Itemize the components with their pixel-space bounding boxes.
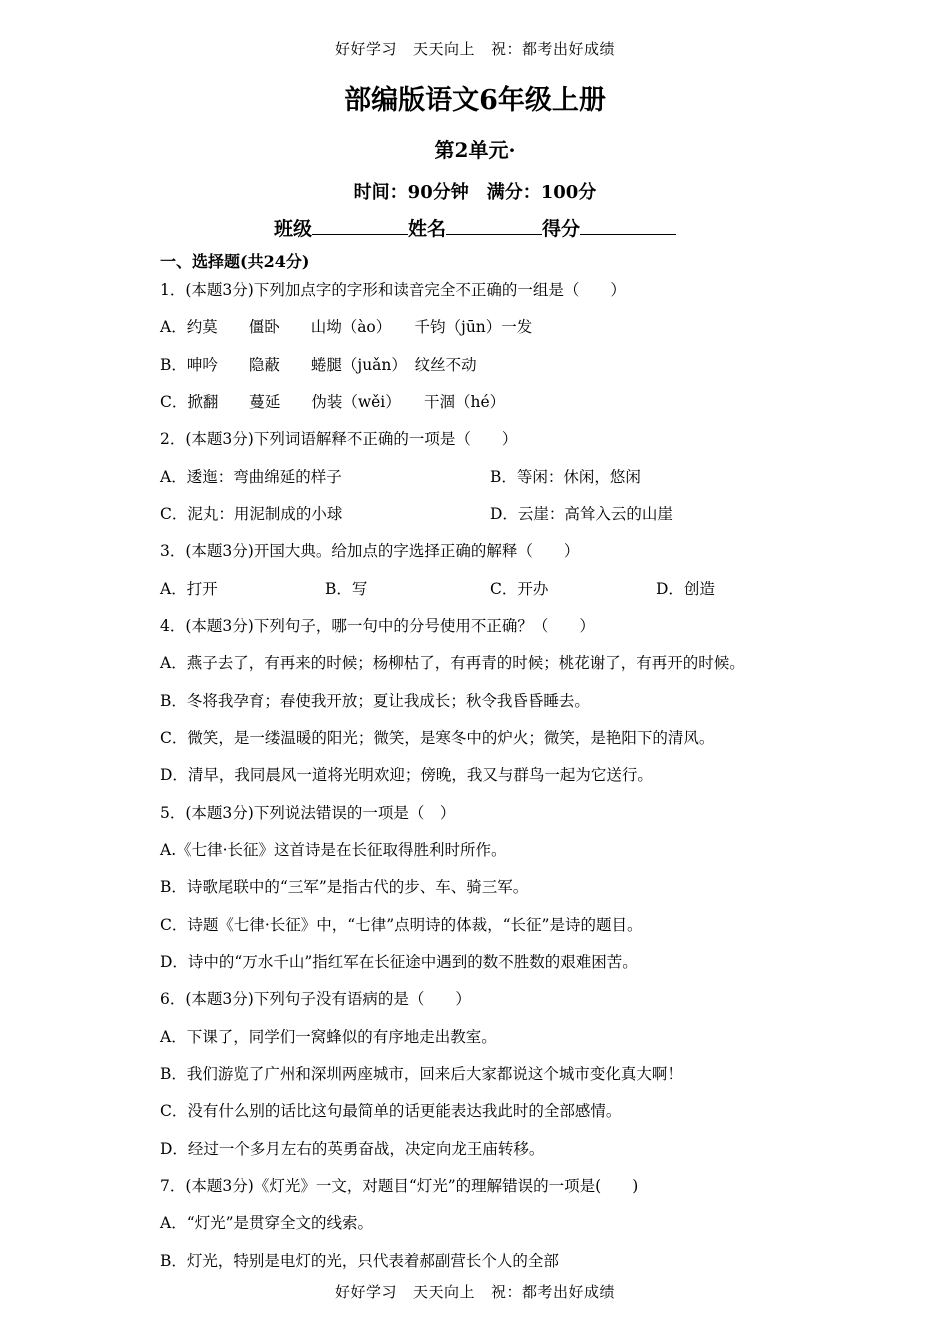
question-7-option-a: A．“灯光”是贯穿全文的线索。 — [160, 1214, 374, 1232]
question-5-stem: 5．(本题3分)下列说法错误的一项是（ ） — [160, 804, 456, 822]
name-label: 姓名 — [407, 218, 446, 240]
question-5-option-d: D．诗中的“万水千山”指红军在长征途中遇到的数不胜数的艰难困苦。 — [160, 953, 638, 971]
question-1-option-a: A．约莫 僵卧 山坳（ào） 千钧（jūn）一发 — [160, 318, 533, 336]
question-7-option-b: B．灯光，特别是电灯的光，只代表着郝副营长个人的全部 — [160, 1252, 559, 1270]
name-blank — [446, 216, 542, 235]
question-6-option-b: B．我们游览了广州和深圳两座城市，回来后大家都说这个城市变化真大啊！ — [160, 1065, 683, 1083]
question-3-stem: 3．(本题3分)开国大典。给加点的字选择正确的解释（ ） — [160, 542, 580, 560]
header-motto-2: 天天向上 — [412, 40, 475, 58]
footer-motto-1: 好好学习 — [334, 1283, 397, 1301]
question-4-option-a: A．燕子去了，有再来的时候；杨柳枯了，有再青的时候；桃花谢了，有再开的时候。 — [160, 654, 745, 672]
question-1-option-b: B．呻吟 隐蔽 蜷腿（juǎn） 纹丝不动 — [160, 356, 477, 374]
question-2-stem: 2．(本题3分)下列词语解释不正确的一项是（ ） — [160, 430, 518, 448]
question-3-option-d: D．创造 — [656, 580, 715, 598]
score-label: 得分 — [542, 218, 581, 240]
question-5-option-c: C．诗题《七律·长征》中，“七律”点明诗的体裁，“长征”是诗的题目。 — [160, 916, 643, 934]
question-4-option-c: C．微笑，是一缕温暖的阳光；微笑，是寒冬中的炉火；微笑，是艳阳下的清风。 — [160, 729, 715, 747]
question-1-stem: 1．(本题3分)下列加点字的字形和读音完全不正确的一组是（ ） — [160, 281, 626, 299]
footer-motto-2: 天天向上 — [412, 1283, 475, 1301]
question-2-option-a: A．逶迤：弯曲绵延的样子 — [160, 468, 342, 486]
exam-time: 时间：90分钟 — [353, 182, 469, 203]
class-blank — [312, 216, 408, 235]
question-4-stem: 4．(本题3分)下列句子，哪一句中的分号使用不正确？（ ） — [160, 617, 595, 635]
question-2-option-d: D．云崖：高耸入云的山崖 — [490, 505, 673, 523]
question-3-option-b: B．写 — [325, 580, 368, 598]
question-6-option-a: A．下课了，同学们一窝蜂似的有序地走出教室。 — [160, 1028, 497, 1046]
page-header — [0, 38, 950, 59]
page-footer — [0, 1281, 950, 1302]
exam-title: 部编版语文6年级上册 — [344, 85, 606, 116]
class-field — [274, 214, 408, 241]
question-6-option-c: C．没有什么别的话比这句最简单的话更能表达我此时的全部感情。 — [160, 1102, 622, 1120]
student-info-line — [0, 214, 950, 241]
question-6-stem: 6．(本题3分)下列句子没有语病的是（ ） — [160, 990, 471, 1008]
score-field — [542, 214, 676, 241]
class-label: 班级 — [273, 218, 312, 240]
question-6-option-d: D．经过一个多月左右的英勇奋战，决定向龙王庙转移。 — [160, 1140, 545, 1158]
question-7-stem: 7．(本题3分)《灯光》一文，对题目“灯光”的理解错误的一项是( ) — [160, 1177, 639, 1195]
section-heading: 一、选择题(共24分) — [160, 252, 310, 271]
question-5-option-a: A.《七律·长征》这首诗是在长征取得胜利时所作。 — [160, 841, 507, 859]
question-5-option-b: B．诗歌尾联中的“三军”是指古代的步、车、骑三军。 — [160, 878, 529, 896]
time-score-line — [0, 178, 950, 204]
header-motto-3: 祝：都考出好成绩 — [491, 40, 616, 58]
unit-subtitle: 第2单元· — [434, 138, 516, 162]
question-3-option-a: A．打开 — [160, 580, 218, 598]
question-4-option-b: B．冬将我孕育；春使我开放；夏让我成长；秋令我昏昏睡去。 — [160, 692, 590, 710]
question-2-option-b: B．等闲：休闲，悠闲 — [490, 468, 641, 486]
full-score: 满分：100分 — [486, 182, 597, 203]
question-1-option-c: C．掀翻 蔓延 伪装（wěi） 干涸（hé） — [160, 393, 506, 411]
question-3-option-c: C．开办 — [490, 580, 549, 598]
header-motto-1: 好好学习 — [334, 40, 397, 58]
score-blank — [580, 216, 676, 235]
footer-motto-3: 祝：都考出好成绩 — [491, 1283, 616, 1301]
question-4-option-d: D．清早，我同晨风一道将光明欢迎；傍晚，我又与群鸟一起为它送行。 — [160, 766, 653, 784]
question-2-option-c: C．泥丸：用泥制成的小球 — [160, 505, 343, 523]
name-field — [408, 214, 542, 241]
